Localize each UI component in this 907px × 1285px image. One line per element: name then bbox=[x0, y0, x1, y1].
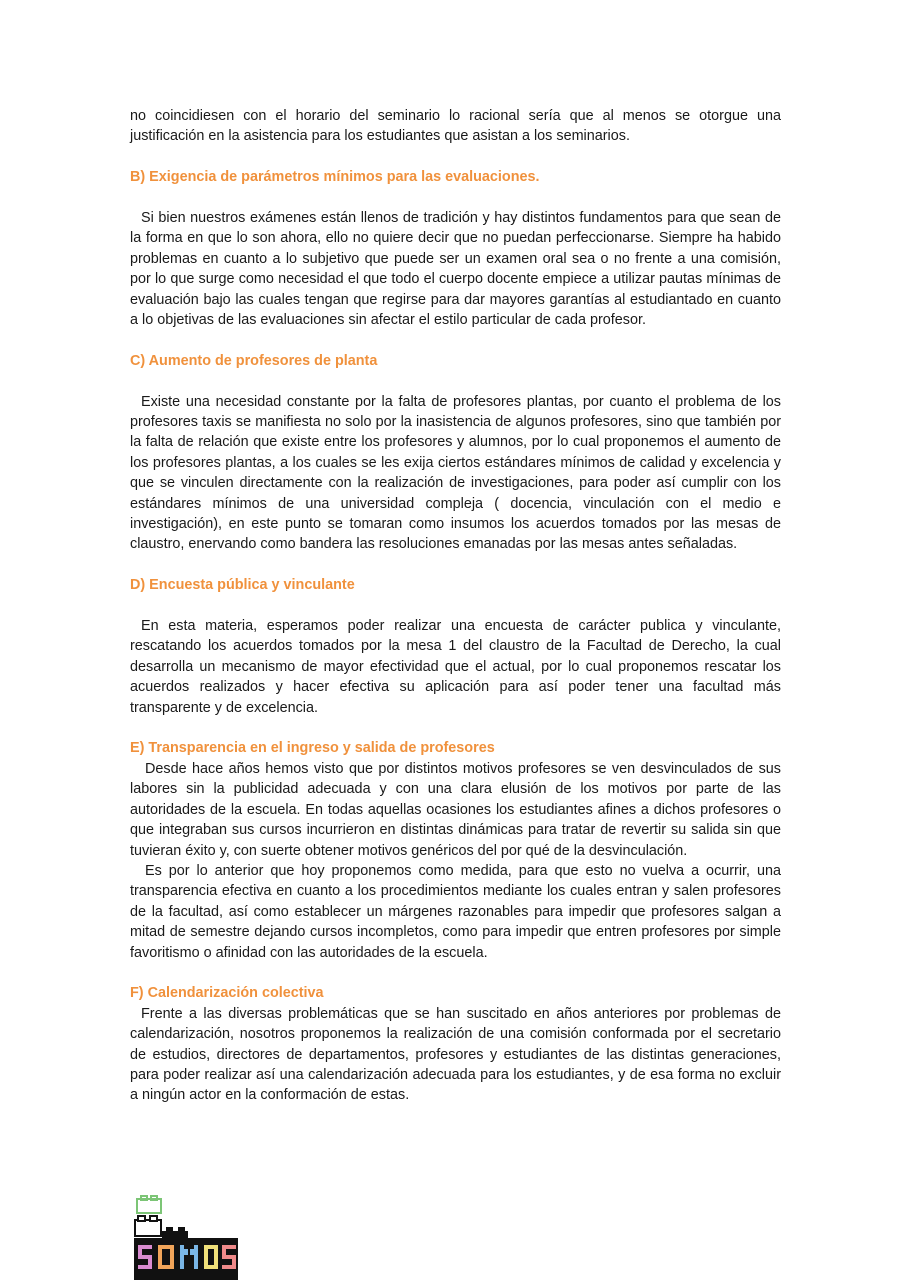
section-e-heading: E) Transparencia en el ingreso y salida de profesores bbox=[130, 740, 495, 757]
section-c-paragraph: Existe una necesidad constante por la falta de profesores plantas, por cuanto el problema de los profesores taxis se manifiesta no solo por la inasistencia de algunos profesores, sino que también por la falta de relación que existe entre los profesores y alumnos, por lo cual proponemos el aumento de los profesores plantas, a los cuales se les exija ciertos estándares mínimos de calidad y excelencia y que se vinculen directamente con la realización de investigaciones, para poder así cumplir con los estándares mínimos de una universidad compleja ( docencia, vinculación con el medio e investigación), en este punto se tomaran como insumos los acuerdos tomados por las mesas de claustro, enervando como bandera las resoluciones emanadas por las mesas antes señaladas. bbox=[130, 393, 781, 553]
intro-paragraph: no coincidiesen con el horario del seminario lo racional sería que al menos se otorgue una justificación en la asistencia para los estudiantes que asistan a los seminarios. bbox=[130, 108, 781, 145]
section-c-heading: C) Aumento de profesores de planta bbox=[130, 352, 378, 369]
section-b-heading: B) Exigencia de parámetros mínimos para las evaluaciones. bbox=[130, 169, 540, 186]
section-e-paragraph-2: Es por lo anterior que hoy proponemos como medida, para que esto no vuelva a ocurrir, una transparencia efectiva en cuanto a los procedimientos mediante los cuales entran y salen profesores de la facultad, así como establecer un márgenes razonables para impedir que profesores salgan a mitad de semestre dejando cursos incompletos, como para impedir que entren profesores por simple favoritismo o afinidad con las autoridades de la escuela. bbox=[130, 862, 781, 961]
document-body bbox=[130, 106, 781, 1106]
section-d-heading: D) Encuesta pública y vinculante bbox=[130, 577, 355, 594]
section-f-paragraph: Frente a las diversas problemáticas que se han suscitado en años anteriores por problemas de calendarización, nosotros proponemos la realización de una comisión conformada por el secretario de estudios, directores de departamentos, profesores y estudiantes de las distintas generaciones, para poder realizar así una calendarización adecuada para los estudiantes, y de esa forma no excluir a ningún actor en la conformación de estas. bbox=[130, 1005, 781, 1104]
section-f-heading: F) Calendarización colectiva bbox=[130, 985, 324, 1002]
section-b-paragraph: Si bien nuestros exámenes están llenos de tradición y hay distintos fundamentos para que sean de la forma en que lo son ahora, ello no quiere decir que no puedan perfeccionarse. Siempre ha habido problemas en cuanto a lo subjetivo que puede ser un examen oral sea o no frente a una comisión, por lo que surge como necesidad el que todo el cuerpo docente empiece a utilizar pautas mínimas de evaluación bajo las cuales tengan que regirse para dar mayores garantías al estudiantado en cuanto a lo objetivas de las evaluaciones sin afectar el estilo particular de cada profesor. bbox=[130, 210, 781, 329]
section-d-paragraph: En esta materia, esperamos poder realizar una encuesta de carácter publica y vinculante, rescatando los acuerdos tomados por la mesa 1 del claustro de la Facultad de Derecho, la cual desarrolla un mecanismo de mayor efectividad que el actual, por lo cual proponemos rescatar los acuerdos realizados y hacer efectiva su aplicación para así poder tener una facultad más transparente y de excelencia. bbox=[130, 618, 781, 716]
somos-logo bbox=[132, 1195, 240, 1280]
somos-logo-graphic bbox=[132, 1195, 240, 1280]
section-e-paragraph-1: Desde hace años hemos visto que por distintos motivos profesores se ven desvinculados de sus labores sin la publicidad adecuada y con una clara elusión de los motivos por parte de las autoridades de la escuela. En todas aquellas ocasiones los estudiantes afines a dichos profesores o que integraban sus cursos incurrieron en distintas dinámicas para tratar de revertir su salida sin que tuvieran éxito y, con suerte obtener motivos genéricos del por qué de la desvinculación. bbox=[130, 760, 781, 859]
